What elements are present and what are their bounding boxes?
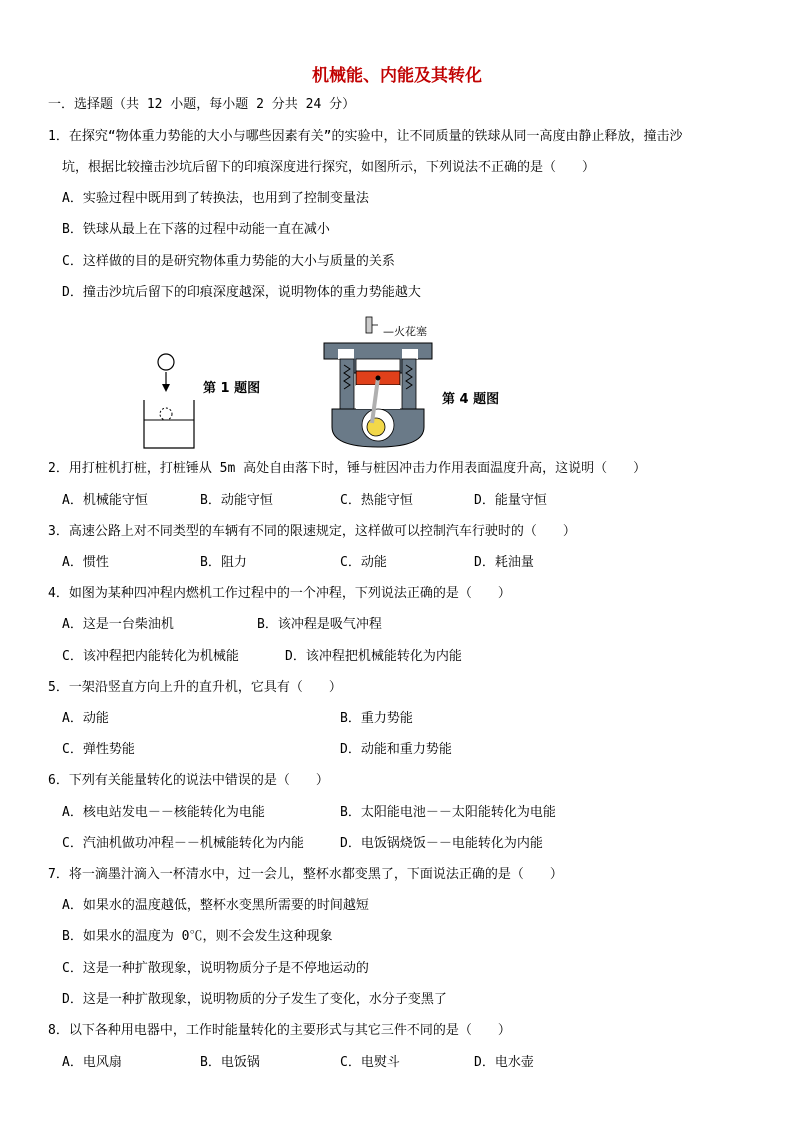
q2-stem: 2．用打桩机打桩，打桩锤从 5m 高处自由落下时，锤与桩因冲击力作用表面温度升高，这说明（ ） bbox=[48, 461, 647, 476]
q1-option-a: A．实验过程中既用到了转换法，也用到了控制变量法 bbox=[62, 191, 369, 206]
q5-option-b: B．重力势能 bbox=[340, 711, 413, 726]
q8-option-b: B．电饭锅 bbox=[200, 1055, 260, 1070]
q4-option-b: B．该冲程是吸气冲程 bbox=[257, 617, 382, 632]
q6-option-d: D．电饭锅烧饭－－电能转化为内能 bbox=[340, 836, 543, 851]
q1-option-c: C．这样做的目的是研究物体重力势能的大小与质量的关系 bbox=[62, 254, 395, 269]
q3-option-d: D．耗油量 bbox=[474, 555, 534, 570]
spark-plug-label: —火花塞 bbox=[383, 325, 427, 338]
figure-1-label: 第 1 题图 bbox=[203, 381, 261, 396]
q5-option-c: C．弹性势能 bbox=[62, 742, 135, 757]
q5-option-a: A．动能 bbox=[62, 711, 109, 726]
q8-option-a: A．电风扇 bbox=[62, 1055, 122, 1070]
q8-stem: 8．以下各种用电器中，工作时能量转化的主要形式与其它三件不同的是（ ） bbox=[48, 1023, 511, 1038]
q8-option-c: C．电熨斗 bbox=[340, 1055, 400, 1070]
q2-option-a: A．机械能守恒 bbox=[62, 493, 148, 508]
q1-option-b: B．铁球从最上在下落的过程中动能一直在减小 bbox=[62, 222, 330, 237]
q3-stem: 3．高速公路上对不同类型的车辆有不同的限速规定，这样做可以控制汽车行驶时的（ ） bbox=[48, 524, 576, 539]
q4-stem: 4．如图为某种四冲程内燃机工作过程中的一个冲程，下列说法正确的是（ ） bbox=[48, 586, 511, 601]
q7-option-a: A．如果水的温度越低，整杯水变黑所需要的时间越短 bbox=[62, 898, 369, 913]
q3-option-b: B．阻力 bbox=[200, 555, 247, 570]
q6-option-b: B．太阳能电池－－太阳能转化为电能 bbox=[340, 805, 556, 820]
q6-stem: 6．下列有关能量转化的说法中错误的是（ ） bbox=[48, 773, 329, 788]
q8-option-d: D．电水壶 bbox=[474, 1055, 534, 1070]
section-heading: 一．选择题（共 12 小题，每小题 2 分共 24 分） bbox=[48, 97, 356, 112]
q7-option-c: C．这是一种扩散现象，说明物质分子是不停地运动的 bbox=[62, 961, 369, 976]
q4-option-a: A．这是一台柴油机 bbox=[62, 617, 174, 632]
q1-option-d: D．撞击沙坑后留下的印痕深度越深，说明物体的重力势能越大 bbox=[62, 285, 421, 300]
q2-option-b: B．动能守恒 bbox=[200, 493, 273, 508]
q6-option-a: A．核电站发电－－核能转化为电能 bbox=[62, 805, 265, 820]
q1-stem-line2: 坑，根据比较撞击沙坑后留下的印痕深度进行探究，如图所示，下列说法不正确的是（ ） bbox=[62, 160, 596, 175]
q7-stem: 7．将一滴墨汁滴入一杯清水中，过一会儿，整杯水都变黑了，下面说法正确的是（ ） bbox=[48, 867, 563, 882]
q4-option-d: D．该冲程把机械能转化为内能 bbox=[285, 649, 462, 664]
q2-option-d: D．能量守恒 bbox=[474, 493, 547, 508]
q5-option-d: D．动能和重力势能 bbox=[340, 742, 452, 757]
q5-stem: 5．一架沿竖直方向上升的直升机，它具有（ ） bbox=[48, 680, 342, 695]
q7-option-d: D．这是一种扩散现象，说明物质的分子发生了变化，水分子变黑了 bbox=[62, 992, 447, 1007]
page-title: 机械能、内能及其转化 bbox=[312, 66, 482, 86]
figure-1-ball-sandpit bbox=[138, 350, 198, 450]
q4-option-c: C．该冲程把内能转化为机械能 bbox=[62, 649, 239, 664]
q3-option-c: C．动能 bbox=[340, 555, 387, 570]
q1-stem-line1: 1．在探究“物体重力势能的大小与哪些因素有关”的实验中，让不同质量的铁球从同一高度由静止释放，撞击沙 bbox=[48, 129, 683, 144]
q3-option-a: A．惯性 bbox=[62, 555, 109, 570]
q2-option-c: C．热能守恒 bbox=[340, 493, 413, 508]
q6-option-c: C．汽油机做功冲程－－机械能转化为内能 bbox=[62, 836, 304, 851]
figure-4-label: 第 4 题图 bbox=[442, 392, 500, 407]
q7-option-b: B．如果水的温度为 0℃，则不会发生这种现象 bbox=[62, 929, 333, 944]
